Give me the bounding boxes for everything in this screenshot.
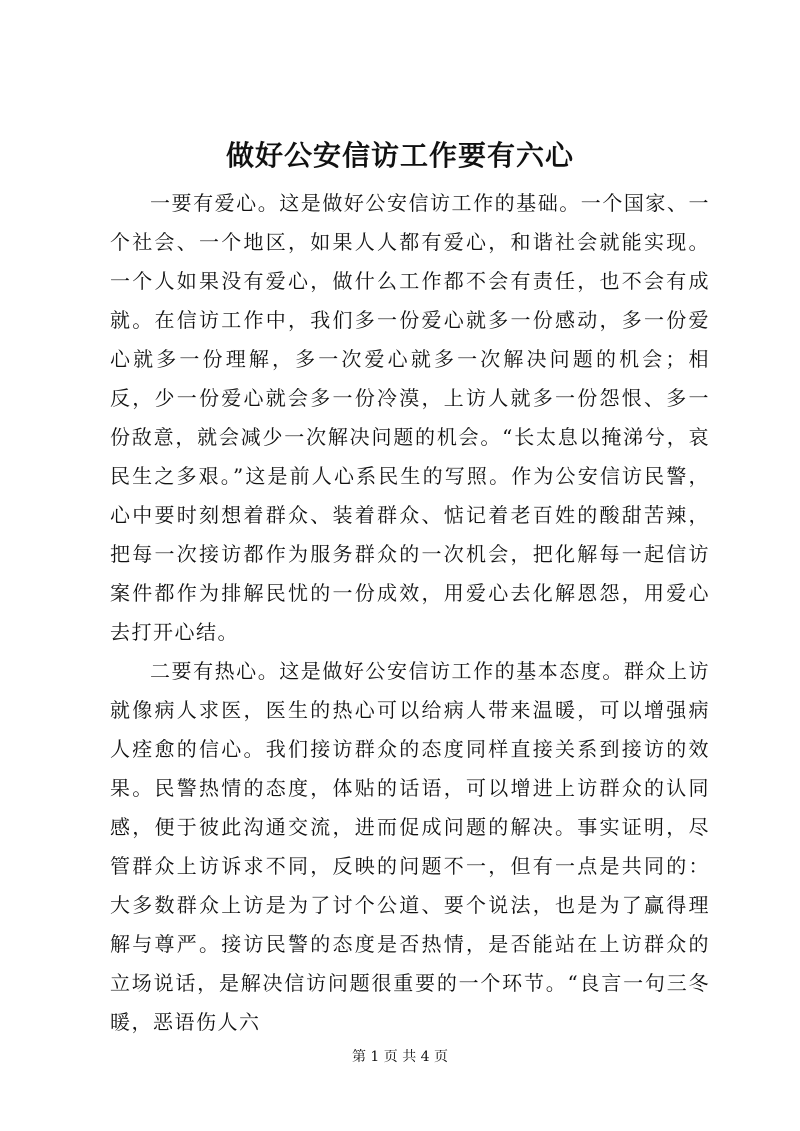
page-footer (0, 1047, 800, 1067)
document-title: 做好公安信访工作要有六心 (225, 139, 574, 172)
document-body (110, 184, 710, 1042)
paragraph-1: 一要有爱心。这是做好公安信访工作的基础。一个国家、一个社会、一个地区，如果人人都有爱心，和谐社会就能实现。一个人如果没有爱心，做什么工作都不会有责任，也不会有成就。在信访工作中，我们多一份爱心就多一份感动，多一份爱心就多一份理解，多一次爱心就多一次解决问题的机会；相反，少一份爱心就会多一份冷漠，上访人就多一份怨恨、多一份敌意，就会减少一次解决问题的机会。“长太息以掩涕兮，哀民生之多艰。”这是前人心系民生的写照。作为公安信访民警，心中要时刻想着群众、装着群众、惦记着老百姓的酸甜苦辣，把每一次接访都作为服务群众的一次机会，把化解每一起信访案件都作为排解民忧的一份成效，用爱心去化解恩怨，用爱心去打开心结。 (110, 191, 710, 644)
page-number: 第 1 页 共 4 页 (351, 1049, 449, 1065)
paragraph-2: 二要有热心。这是做好公安信访工作的基本态度。群众上访就像病人求医，医生的热心可以给病人带来温暖，可以增强病人痊愈的信心。我们接访群众的态度同样直接关系到接访的效果。民警热情的态度，体贴的话语，可以增进上访群众的认同感，便于彼此沟通交流，进而促成问题的解决。事实证明，尽管群众上访诉求不同，反映的问题不一，但有一点是共同的：大多数群众上访是为了讨个公道、要个说法，也是为了赢得理解与尊严。接访民警的态度是否热情，是否能站在上访群众的立场说话，是解决信访问题很重要的一个环节。“良言一句三冬暖，恶语伤人六 (110, 659, 710, 1034)
